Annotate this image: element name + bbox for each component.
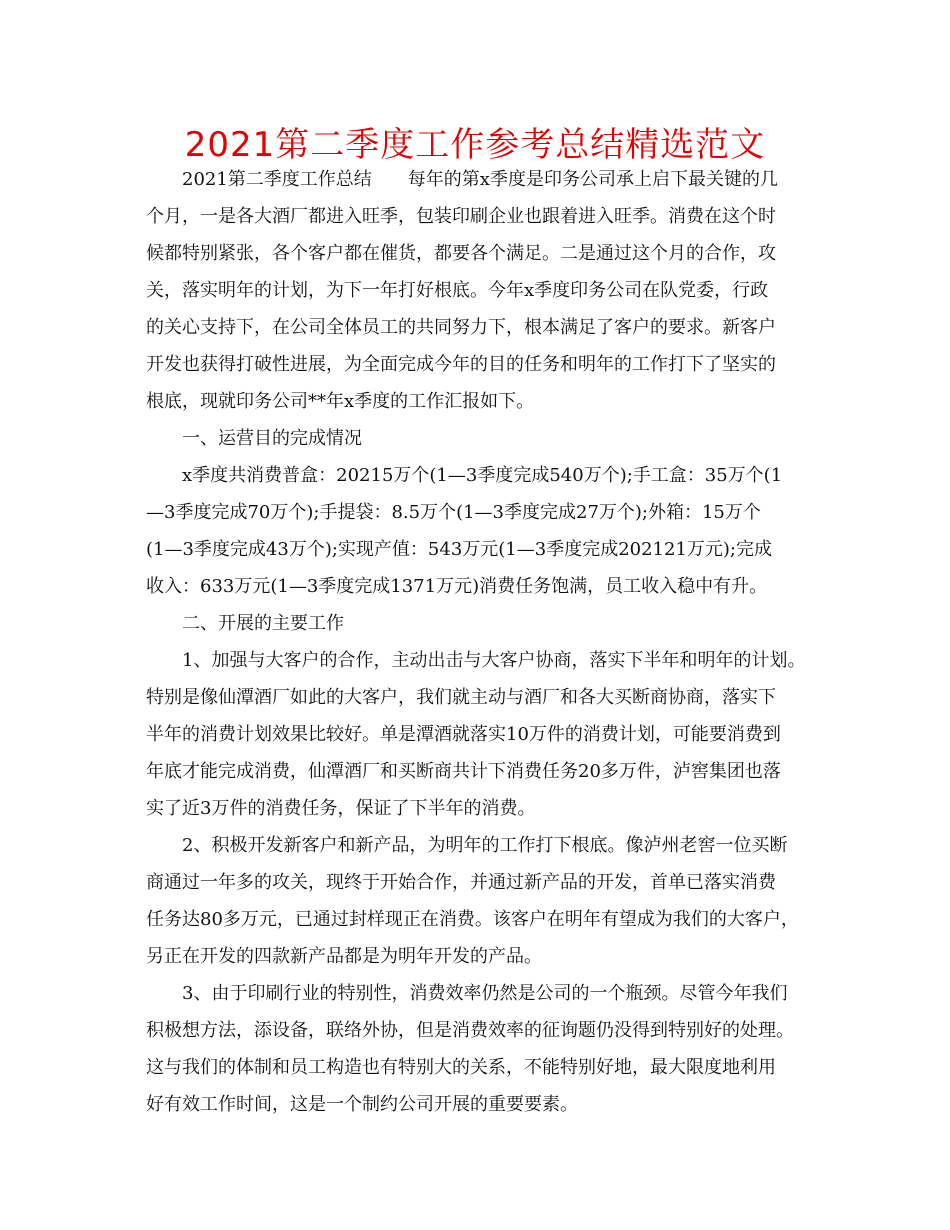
paragraph-line: 另正在开发的四款新产品都是为明年开发的产品。 <box>146 946 542 967</box>
paragraph-line: 个月，一是各大酒厂都进入旺季，包装印刷企业也跟着进入旺季。消费在这个时 <box>146 206 776 227</box>
paragraph-line: 年底才能完成消费，仙潭酒厂和买断商共计下消费任务20多万件，泸窖集团也落 <box>146 761 781 782</box>
paragraph-line: 实了近3万件的消费任务，保证了下半年的消费。 <box>146 798 536 819</box>
paragraph-line: 1、加强与大客户的合作，主动出击与大客户协商，落实下半年和明年的计划。 <box>182 650 806 671</box>
paragraph-line: x季度共消费普盒：20215万个(1—3季度完成540万个);手工盒：35万个(1 <box>182 465 783 486</box>
paragraph-line: 2、积极开发新客户和新产品，为明年的工作打下根底。像泸州老窖一位买断 <box>182 835 788 856</box>
paragraph-line: 候都特别紧张，各个客户都在催货，都要各个满足。二是通过这个月的合作，攻 <box>146 243 776 264</box>
paragraph-line: —3季度完成70万个);手提袋：8.5万个(1—3季度完成27万个);外箱：15万个 <box>146 502 761 523</box>
section-heading: 二、开展的主要工作 <box>182 613 344 634</box>
document-title: 2021第二季度工作参考总结精选范文 <box>184 125 766 165</box>
paragraph-line: 收入：633万元(1—3季度完成1371万元)消费任务饱满，员工收入稳中有升。 <box>146 576 768 597</box>
paragraph-line: 半年的消费计划效果比较好。单是潭酒就落实10万件的消费计划，可能要消费到 <box>146 724 781 745</box>
paragraph-line: 这与我们的体制和员工构造也有特别大的关系，不能特别好地，最大限度地利用 <box>146 1057 776 1078</box>
paragraph-line: 商通过一年多的攻关，现终于开始合作，并通过新产品的开发，首单已落实消费 <box>146 872 776 893</box>
paragraph-line: 积极想方法，添设备，联络外协，但是消费效率的征询题仍没得到特别好的处理。 <box>146 1020 794 1041</box>
paragraph-line: 的关心支持下，在公司全体员工的共同努力下，根本满足了客户的要求。新客户 <box>146 317 776 338</box>
paragraph-line: 开发也获得打破性进展，为全面完成今年的目的任务和明年的工作打下了坚实的 <box>146 354 776 375</box>
paragraph-line: 关，落实明年的计划，为下一年打好根底。今年x季度印务公司在队党委，行政 <box>146 280 769 301</box>
section-heading: 一、运营目的完成情况 <box>182 428 362 449</box>
paragraph-line: 好有效工作时间，这是一个制约公司开展的重要要素。 <box>146 1094 578 1115</box>
paragraph-line: 2021第二季度工作总结 每年的第x季度是印务公司承上启下最关键的几 <box>182 169 778 190</box>
paragraph-line: 3、由于印刷行业的特别性，消费效率仍然是公司的一个瓶颈。尽管今年我们 <box>182 983 788 1004</box>
paragraph-line: 特别是像仙潭酒厂如此的大客户，我们就主动与酒厂和各大买断商协商，落实下 <box>146 687 776 708</box>
paragraph-line: (1—3季度完成43万个);实现产值：543万元(1—3季度完成202121万元);完成 <box>146 539 772 560</box>
paragraph-line: 任务达80多万元，已通过封样现正在消费。该客户在明年有望成为我们的大客户， <box>146 909 799 930</box>
paragraph-line: 根底，现就印务公司**年x季度的工作汇报如下。 <box>146 391 535 412</box>
